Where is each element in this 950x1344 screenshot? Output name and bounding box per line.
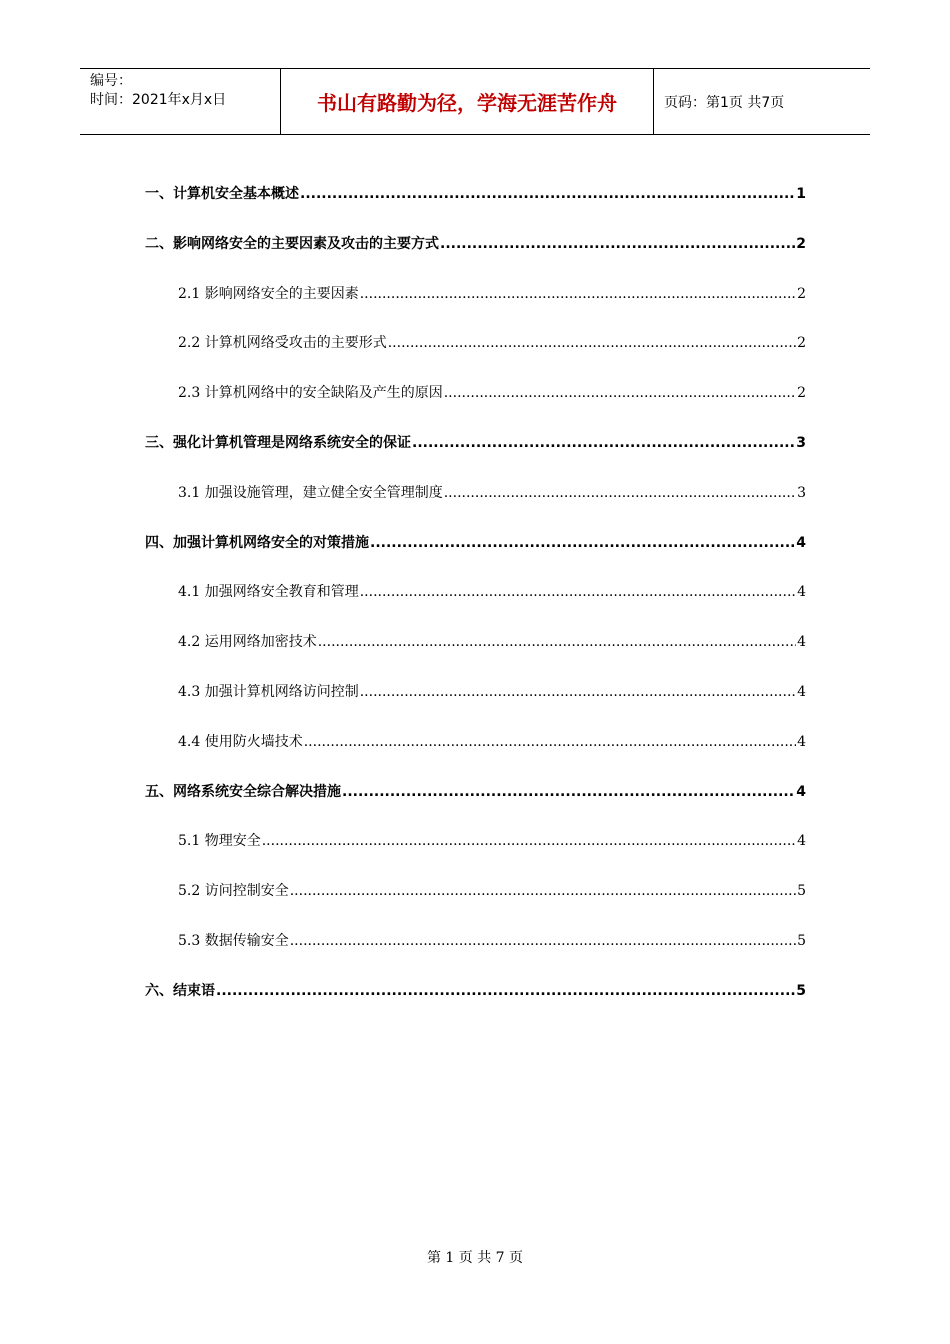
toc-leader-dots [360,286,796,302]
toc-entry-label: 四、加强计算机网络安全的对策措施 [145,534,369,551]
header-motto: 书山有路勤为径，学海无涯苦作舟 [281,69,654,134]
toc-leader-dots [444,485,796,501]
toc-entry-label: 2.3 计算机网络中的安全缺陷及产生的原因 [178,385,443,402]
page-footer: 第 1 页 共 7 页 [426,1250,524,1266]
toc-entry-label: 一、计算机安全基本概述 [145,186,299,202]
toc-leader-dots [342,784,795,800]
toc-entry-page: 5 [797,883,806,900]
page-header [80,68,870,135]
toc-entry[interactable] [145,830,806,880]
toc-entry-label: 5.3 数据传输安全 [178,932,289,949]
toc-entry-page: 2 [796,235,806,252]
toc-entry[interactable] [145,880,806,930]
toc-entry[interactable] [145,183,806,233]
toc-entry[interactable] [145,532,806,582]
toc-entry-page: 1 [796,186,806,202]
toc-leader-dots [290,933,796,949]
toc-leader-dots [440,236,795,252]
toc-leader-dots [370,535,795,551]
header-number-label: 编号： [90,73,132,89]
toc-entry-label: 4.1 加强网络安全教育和管理 [178,584,359,601]
toc-leader-dots [318,634,796,650]
toc-entry-page: 2 [797,285,806,302]
toc-entry[interactable] [145,432,806,482]
toc-entry-page: 4 [796,783,806,800]
toc-entry-page: 4 [797,634,806,651]
toc-entry-label: 2.2 计算机网络受攻击的主要形式 [178,335,387,352]
toc-entry-page: 2 [797,385,806,402]
toc-leader-dots [412,435,795,451]
toc-entry[interactable] [145,482,806,532]
toc-entry[interactable] [145,382,806,432]
toc-entry-page: 4 [797,733,806,750]
toc-entry[interactable] [145,731,806,781]
toc-entry-label: 五、网络系统安全综合解决措施 [145,783,341,800]
toc-entry-label: 六、结束语 [145,982,215,999]
toc-leader-dots [360,684,796,700]
header-time-label: 时间：2021年x月x日 [90,92,227,108]
toc-entry[interactable] [145,781,806,831]
toc-leader-dots [262,833,796,849]
toc-entry[interactable] [145,930,806,980]
toc-entry-page: 4 [797,584,806,601]
toc-leader-dots [388,335,796,351]
toc-entry[interactable] [145,681,806,731]
toc-entry-page: 2 [797,335,806,352]
header-meta [80,69,281,134]
toc-leader-dots [290,883,796,899]
toc-entry-page: 5 [797,932,806,949]
toc-entry[interactable] [145,332,806,382]
toc-entry-label: 4.3 加强计算机网络访问控制 [178,683,359,700]
toc-entry-label: 二、影响网络安全的主要因素及攻击的主要方式 [145,235,439,252]
toc-entry-page: 4 [797,833,806,850]
toc-entry-label: 5.2 访问控制安全 [178,883,289,900]
toc-entry-label: 2.1 影响网络安全的主要因素 [178,285,359,302]
toc-entry-label: 4.4 使用防火墙技术 [178,733,303,750]
toc-leader-dots [304,734,796,750]
toc-entry-label: 4.2 运用网络加密技术 [178,634,317,651]
toc-leader-dots [444,385,796,401]
toc-entry-label: 5.1 物理安全 [178,833,261,850]
header-page-info: 页码：第1页 共7页 [664,94,785,111]
toc-entry-page: 3 [797,484,806,501]
toc-entry-page: 3 [796,434,806,451]
toc-leader-dots [300,186,795,202]
toc-entry-page: 5 [796,982,806,999]
toc-leader-dots [216,983,795,999]
toc-entry[interactable] [145,581,806,631]
toc-entry-label: 三、强化计算机管理是网络系统安全的保证 [145,434,411,451]
toc-entry[interactable] [145,631,806,681]
toc-entry-label: 3.1 加强设施管理，建立健全安全管理制度 [178,484,443,501]
toc-leader-dots [360,584,796,600]
toc-entry-page: 4 [796,534,806,551]
toc-entry[interactable] [145,233,806,283]
toc-entry-page: 4 [797,683,806,700]
table-of-contents [145,183,806,1030]
toc-entry[interactable] [145,283,806,333]
toc-entry[interactable] [145,980,806,1030]
